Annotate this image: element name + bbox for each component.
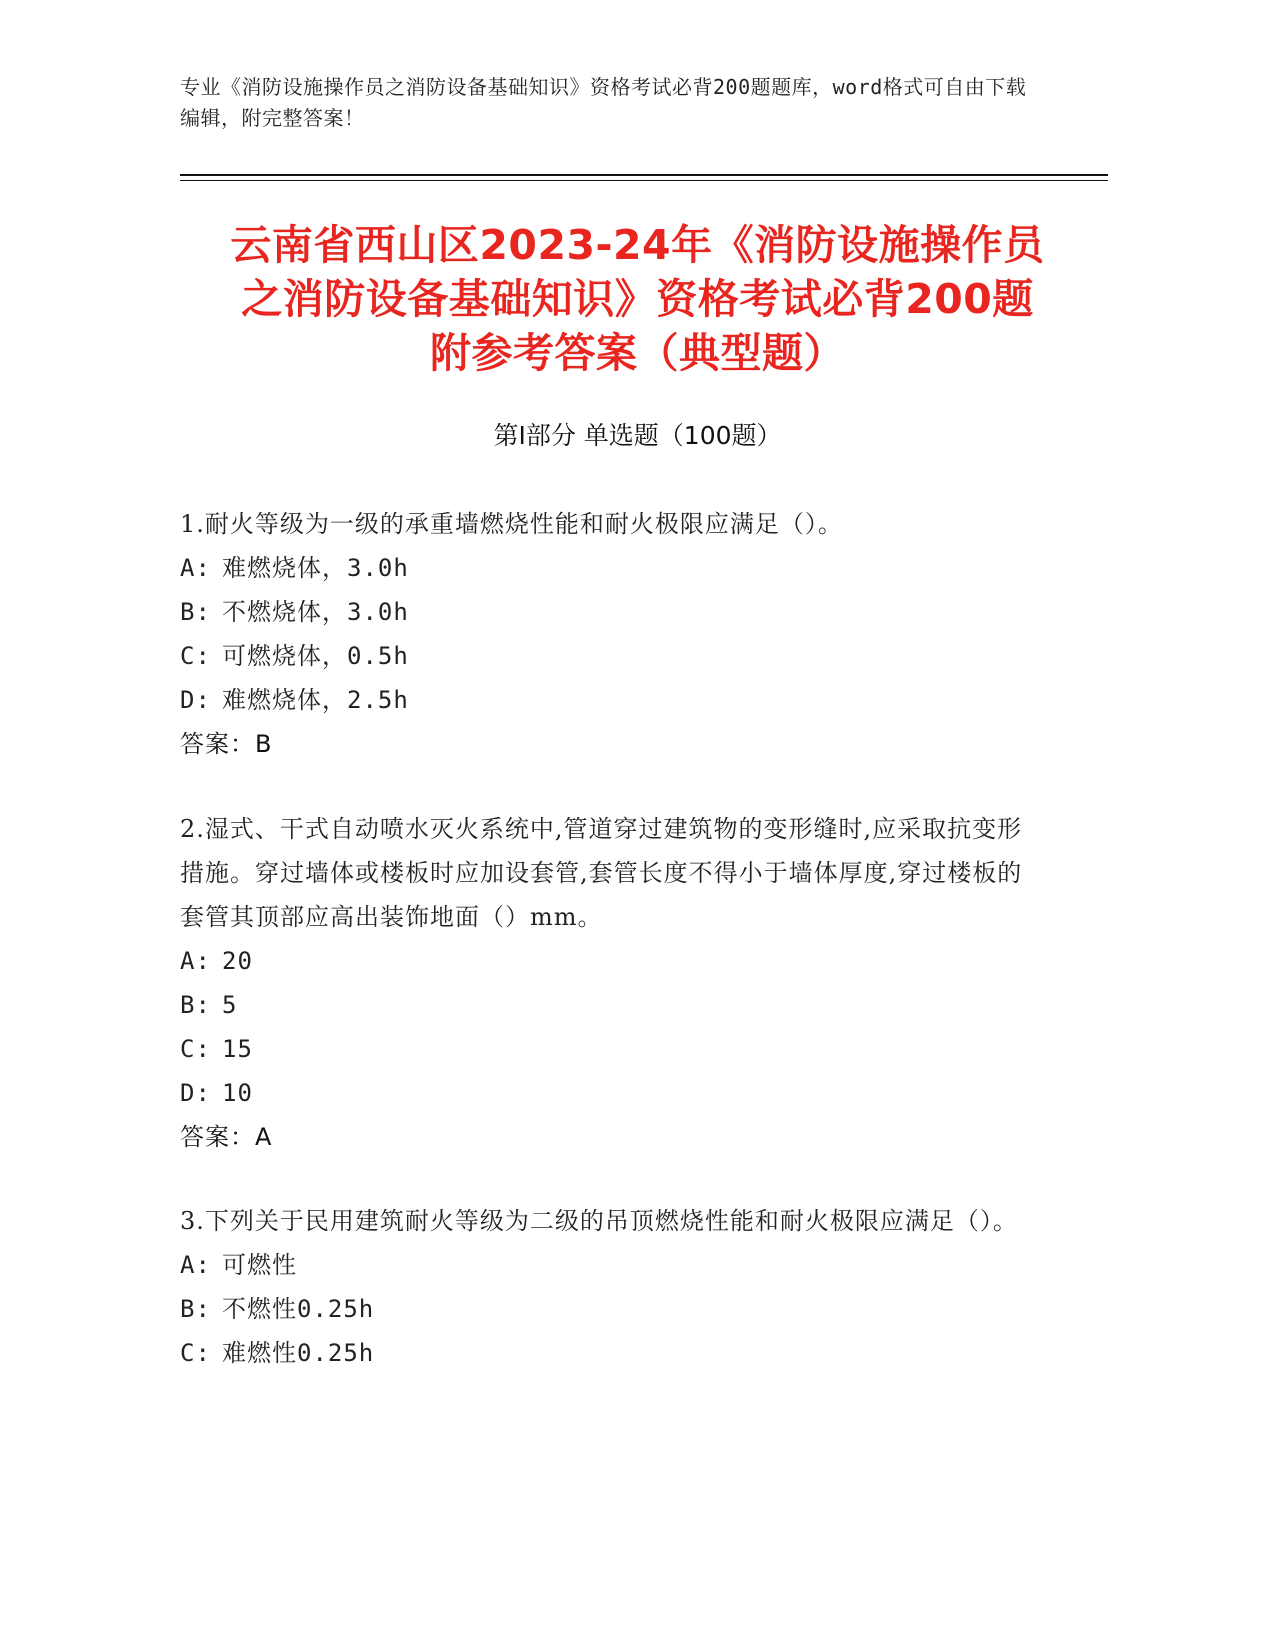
title-line-1: 云南省西山区2023-24年《消防设施操作员 xyxy=(230,221,1045,269)
question-3 xyxy=(180,1199,1040,1375)
option-key: B: xyxy=(180,598,211,626)
option-c xyxy=(180,1331,1040,1375)
option-c xyxy=(180,634,1040,678)
title-line-2: 之消防设备基础知识》资格考试必背200题 xyxy=(241,275,1034,323)
answer-line: 答案：A xyxy=(180,1123,273,1151)
question-2 xyxy=(180,807,1040,1159)
option-text: 5 xyxy=(222,991,238,1019)
option-d xyxy=(180,678,1040,722)
option-text: 难燃性0.25h xyxy=(222,1339,375,1367)
header-divider-thin xyxy=(180,180,1108,181)
option-text: 20 xyxy=(222,947,253,975)
option-text: 可燃性 xyxy=(222,1251,297,1279)
option-text: 难燃烧体，2.5h xyxy=(222,686,409,714)
option-key: A: xyxy=(180,947,211,975)
option-key: C: xyxy=(180,1339,211,1367)
option-key: B: xyxy=(180,1295,211,1323)
document-title xyxy=(150,218,1125,380)
header-divider-thick xyxy=(180,174,1108,176)
option-key: A: xyxy=(180,1251,211,1279)
option-key: B: xyxy=(180,991,211,1019)
option-key: C: xyxy=(180,642,211,670)
option-a xyxy=(180,546,1040,590)
option-b xyxy=(180,1287,1040,1331)
option-key: A: xyxy=(180,554,211,582)
option-c xyxy=(180,1027,1040,1071)
answer-line: 答案：B xyxy=(180,730,273,758)
option-text: 15 xyxy=(222,1035,253,1063)
option-a xyxy=(180,1243,1040,1287)
question-1 xyxy=(180,502,1040,766)
question-text: 3.下列关于民用建筑耐火等级为二级的吊顶燃烧性能和耐火极限应满足（）。 xyxy=(180,1207,1018,1235)
option-b xyxy=(180,983,1040,1027)
question-text: 2.湿式、干式自动喷水灭火系统中,管道穿过建筑物的变形缝时,应采取抗变形措施。穿过墙体或楼板时应加设套管,套管长度不得小于墙体厚度,穿过楼板的套管其顶部应高出装饰地面（）mm。 xyxy=(180,815,1023,931)
option-text: 可燃烧体，0.5h xyxy=(222,642,409,670)
option-a xyxy=(180,939,1040,983)
option-text: 不燃烧体，3.0h xyxy=(222,598,409,626)
option-d xyxy=(180,1071,1040,1115)
title-line-3: 附参考答案（典型题） xyxy=(430,329,845,377)
question-text: 1.耐火等级为一级的承重墙燃烧性能和耐火极限应满足（）。 xyxy=(180,510,843,538)
option-text: 不燃性0.25h xyxy=(222,1295,375,1323)
option-key: C: xyxy=(180,1035,211,1063)
option-b xyxy=(180,590,1040,634)
header-note: 专业《消防设施操作员之消防设备基础知识》资格考试必背200题题库，word格式可自由下载编辑，附完整答案！ xyxy=(180,75,1027,130)
section-heading: 第Ⅰ部分 单选题（100题） xyxy=(493,421,782,450)
option-text: 难燃烧体，3.0h xyxy=(222,554,409,582)
option-text: 10 xyxy=(222,1079,253,1107)
option-key: D: xyxy=(180,686,211,714)
option-key: D: xyxy=(180,1079,211,1107)
